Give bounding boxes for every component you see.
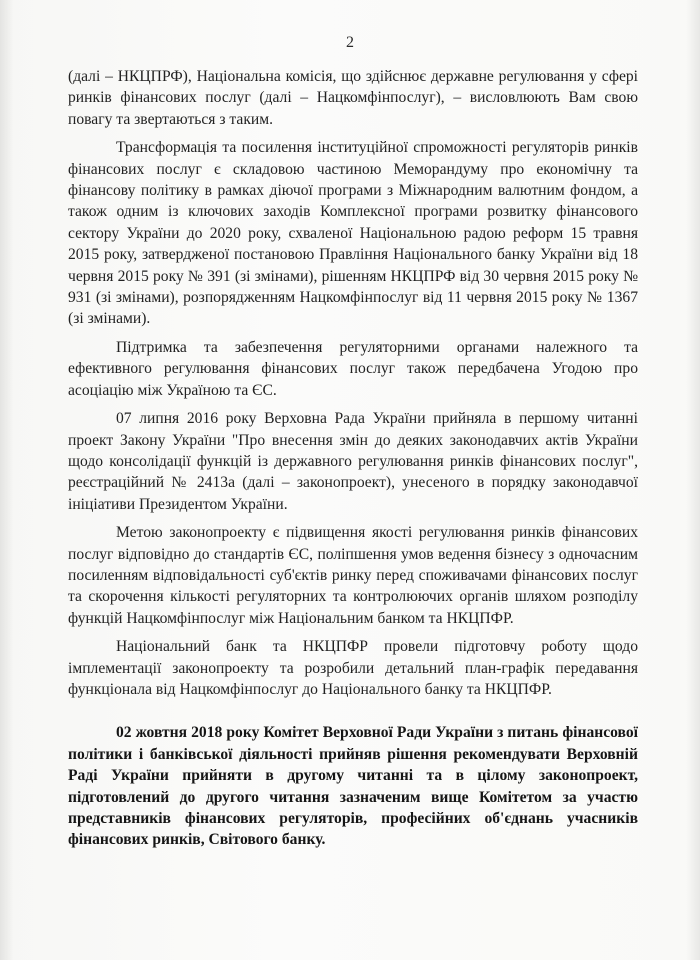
paragraph-preparatory-work: Національний банк та НКЦПФР провели підготовчу роботу щодо імплементації законопроекту та розробили детальний план-графік передавання функціонала від Нацкомфінпослуг до Національного банку та НКЦПФР. — [68, 638, 638, 698]
page-number: 2 — [346, 34, 354, 51]
paragraph-eu-association: Підтримка та забезпечення регуляторними органами належного та ефективного регулювання фінансових послуг також передбачена Угодою про асоціацію між Україною та ЄС. — [68, 338, 638, 399]
paragraph-committee-decision: 02 жовтня 2018 року Комітет Верховної Ради України з питань фінансової політики і банківської діяльності прийняв рішення рекомендувати Верховній Раді України прийняти в другому читанні та в цілому законопроект, підготовлений до другого читання зазначеним вище Комітетом за участю представників фінансових регуляторів, професійних об'єднань учасників фінансових ринків, Світового банку. — [68, 724, 638, 849]
paragraph-bill-purpose: Метою законопроекту є підвищення якості регулювання ринків фінансових послуг відповідно до стандартів ЄС, поліпшення умов ведення бізнесу з одночасним посиленням відповідальності суб'єктів ринку перед споживачами фінансових послуг та скорочення кількості регуляторних та контролюючих органів шляхом розподілу функцій Нацкомфінпослуг між Національним банком та НКЦПФР. — [68, 524, 638, 627]
paragraph-continuation: (далі – НКЦПРФ), Національна комісія, що здійснює державне регулювання у сфері ринків фінансових послуг (далі – Нацкомфінпослуг), – висловлюють Вам свою повагу та звертаються з таким. — [68, 68, 638, 128]
paragraph-transformation: Трансформація та посилення інституційної спроможності регуляторів ринків фінансових послуг є складовою частиною Меморандуму про економічну та фінансову політику в рамках діючої програми з Міжнародним валютним фондом, а також одним із ключових заходів Комплексної програми розвитку фінансового сектору України до 2020 року, схваленої Національною радою реформ 15 травня 2015 року, затвердженої постановою Правління Національного банку України від 18 червня 2015 року № 391 (зі змінами), рішенням НКЦПРФ від 30 червня 2015 року № 931 (зі змінами), розпорядженням Нацкомфінпослуг від 11 червня 2015 року № 1367 (зі змінами). — [68, 139, 638, 328]
right-edge-shadow — [686, 0, 700, 960]
letter-body — [68, 66, 638, 858]
paragraph-first-reading: 07 липня 2016 року Верховна Рада України прийняла в першому читанні проект Закону України "Про внесення змін до деяких законодавчих актів України щодо консолідації функцій із державного регулювання ринків фінансових послуг", реєстраційний № 2413а (далі – законопроект), унесеного в порядку законодавчої ініціативи Президентом України. — [68, 410, 638, 513]
left-edge-shadow — [0, 0, 14, 960]
